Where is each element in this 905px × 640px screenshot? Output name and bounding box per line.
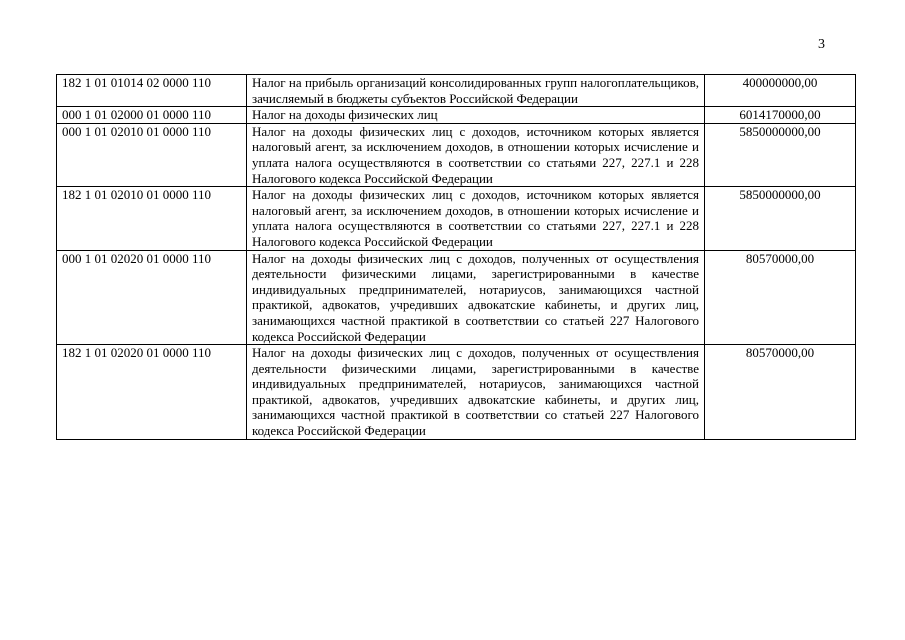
amount: 80570000,00 — [705, 250, 856, 345]
table-row — [57, 345, 856, 440]
amount: 5850000000,00 — [705, 123, 856, 186]
revenue-name: Налог на доходы физических лиц с доходов, полученных от осуществления деятельности физическими лицами, зарегистрированными в качестве индивидуальных предпринимателей, нотариусов, занимающихся частной практикой, адвокатов, учредивших адвокатские кабинеты, и других лиц, занимающихся частной практикой в соответствии со статьей 227 Налогового кодекса Российской Федерации — [247, 345, 705, 440]
amount: 400000000,00 — [705, 75, 856, 107]
table-row — [57, 250, 856, 345]
amount: 5850000000,00 — [705, 187, 856, 250]
table-row — [57, 107, 856, 124]
revenue-name: Налог на доходы физических лиц — [247, 107, 705, 124]
table-row — [57, 187, 856, 250]
classification-code: 182 1 01 02020 01 0000 110 — [57, 345, 247, 440]
classification-code: 182 1 01 01014 02 0000 110 — [57, 75, 247, 107]
classification-code: 000 1 01 02020 01 0000 110 — [57, 250, 247, 345]
classification-code: 000 1 01 02010 01 0000 110 — [57, 123, 247, 186]
revenue-name: Налог на доходы физических лиц с доходов, источником которых является налоговый агент, за исключением доходов, в отношении которых исчисление и уплата налога осуществляются в соответствии со статьями 227, 227.1 и 228 Налогового кодекса Российской Федерации — [247, 123, 705, 186]
revenue-table — [56, 74, 856, 440]
revenue-name: Налог на доходы физических лиц с доходов, полученных от осуществления деятельности физическими лицами, зарегистрированными в качестве индивидуальных предпринимателей, нотариусов, занимающихся частной практикой, адвокатов, учредивших адвокатские кабинеты, и других лиц, занимающихся частной практикой в соответствии со статьей 227 Налогового кодекса Российской Федерации — [247, 250, 705, 345]
amount: 80570000,00 — [705, 345, 856, 440]
classification-code: 000 1 01 02000 01 0000 110 — [57, 107, 247, 124]
revenue-name: Налог на доходы физических лиц с доходов, источником которых является налоговый агент, за исключением доходов, в отношении которых исчисление и уплата налога осуществляются в соответствии со статьями 227, 227.1 и 228 Налогового кодекса Российской Федерации — [247, 187, 705, 250]
page-number: 3 — [818, 37, 825, 52]
amount: 6014170000,00 — [705, 107, 856, 124]
revenue-name: Налог на прибыль организаций консолидированных групп налогоплательщиков, зачисляемый в бюджеты субъектов Российской Федерации — [247, 75, 705, 107]
table-row — [57, 123, 856, 186]
classification-code: 182 1 01 02010 01 0000 110 — [57, 187, 247, 250]
table-row — [57, 75, 856, 107]
